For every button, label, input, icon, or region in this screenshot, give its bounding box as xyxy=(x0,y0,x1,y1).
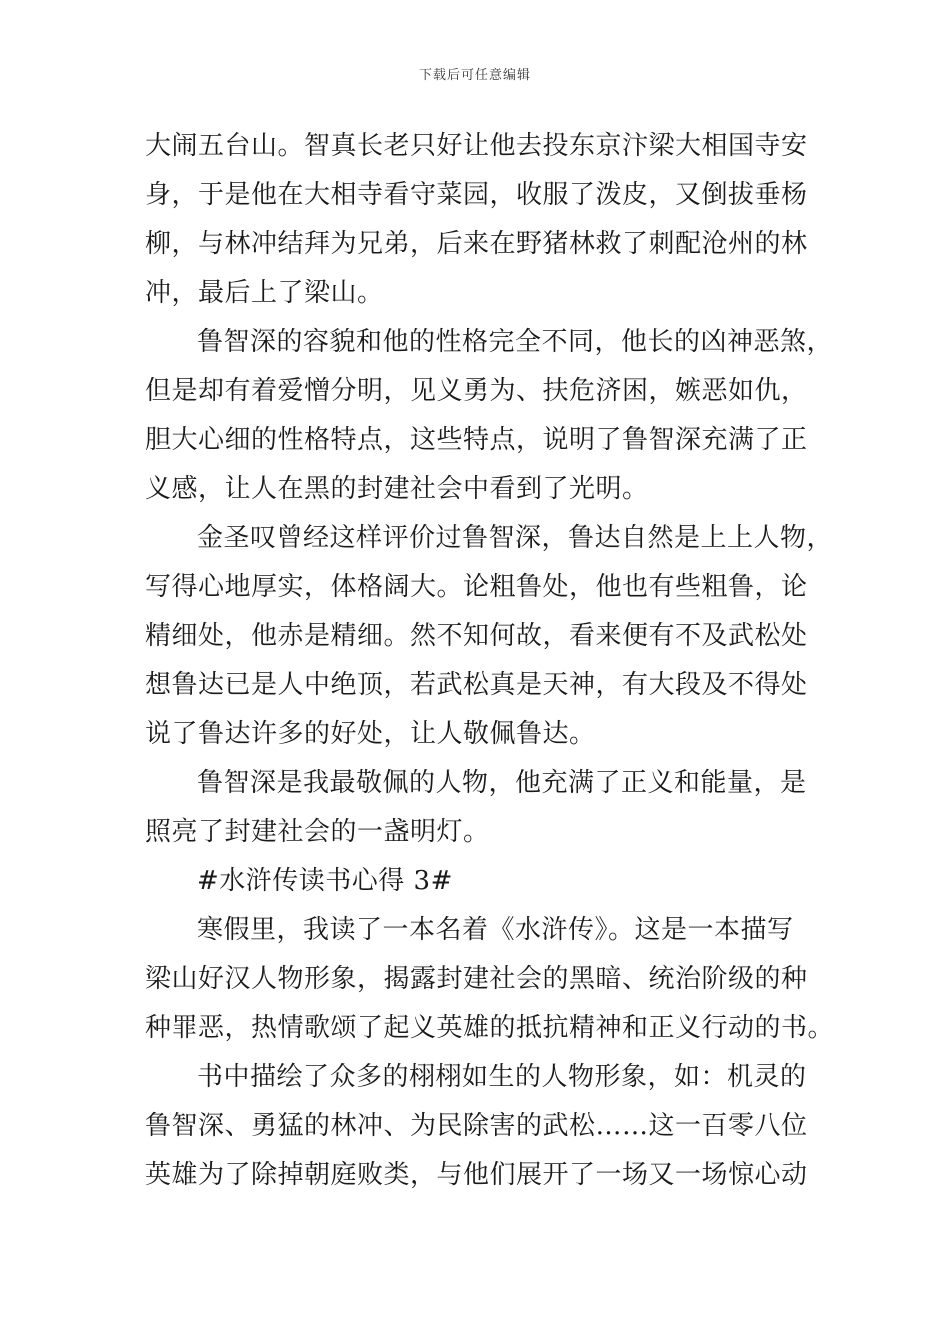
text-line: 精细处，他赤是精细。然不知何故，看来便有不及武松处 xyxy=(145,621,808,651)
text-line: 鲁智深、勇猛的林冲、为民除害的武松……这一百零八位 xyxy=(145,1111,808,1141)
text-line: 说了鲁达许多的好处，让人敬佩鲁达。 xyxy=(145,719,596,749)
text-line: 金圣叹曾经这样评价过鲁智深，鲁达自然是上上人物， xyxy=(197,523,834,553)
page-header: 下载后可任意编辑 xyxy=(418,68,531,83)
text-line: 照亮了封建社会的一盏明灯。 xyxy=(145,817,490,847)
text-line: 书中描绘了众多的栩栩如生的人物形象，如：机灵的 xyxy=(197,1062,807,1092)
text-line: 柳，与林冲结拜为兄弟，后来在野猪林救了刺配沧州的林 xyxy=(145,229,808,259)
text-line: 义感，让人在黑的封建社会中看到了光明。 xyxy=(145,474,649,504)
text-line: 身，于是他在大相寺看守菜园，收服了泼皮，又倒拔垂杨 xyxy=(145,180,808,210)
text-line: 但是却有着爱憎分明，见义勇为、扶危济困，嫉恶如仇， xyxy=(145,376,808,406)
text-line: #水浒传读书心得 3# xyxy=(197,866,453,896)
text-line: 大闹五台山。智真长老只好让他去投东京汴梁大相国寺安 xyxy=(145,131,808,161)
text-line: 种罪恶，热情歌颂了起义英雄的抵抗精神和正义行动的书。 xyxy=(145,1013,835,1043)
text-line: 英雄为了除掉朝庭败类，与他们展开了一场又一场惊心动 xyxy=(145,1160,808,1190)
text-line: 胆大心细的性格特点，这些特点，说明了鲁智深充满了正 xyxy=(145,425,808,455)
text-line: 冲，最后上了梁山。 xyxy=(145,278,384,308)
document-body xyxy=(145,122,845,1200)
text-line: 想鲁达已是人中绝顶，若武松真是天神，有大段及不得处 xyxy=(145,670,808,700)
text-line: 鲁智深的容貌和他的性格完全不同，他长的凶神恶煞， xyxy=(197,327,834,357)
text-line: 寒假里，我读了一本名着《水浒传》。这是一本描写 xyxy=(197,915,794,945)
text-line: 梁山好汉人物形象，揭露封建社会的黑暗、统治阶级的种 xyxy=(145,964,808,994)
text-line: 鲁智深是我最敬佩的人物，他充满了正义和能量，是 xyxy=(197,768,807,798)
text-line: 写得心地厚实，体格阔大。论粗鲁处，他也有些粗鲁，论 xyxy=(145,572,808,602)
